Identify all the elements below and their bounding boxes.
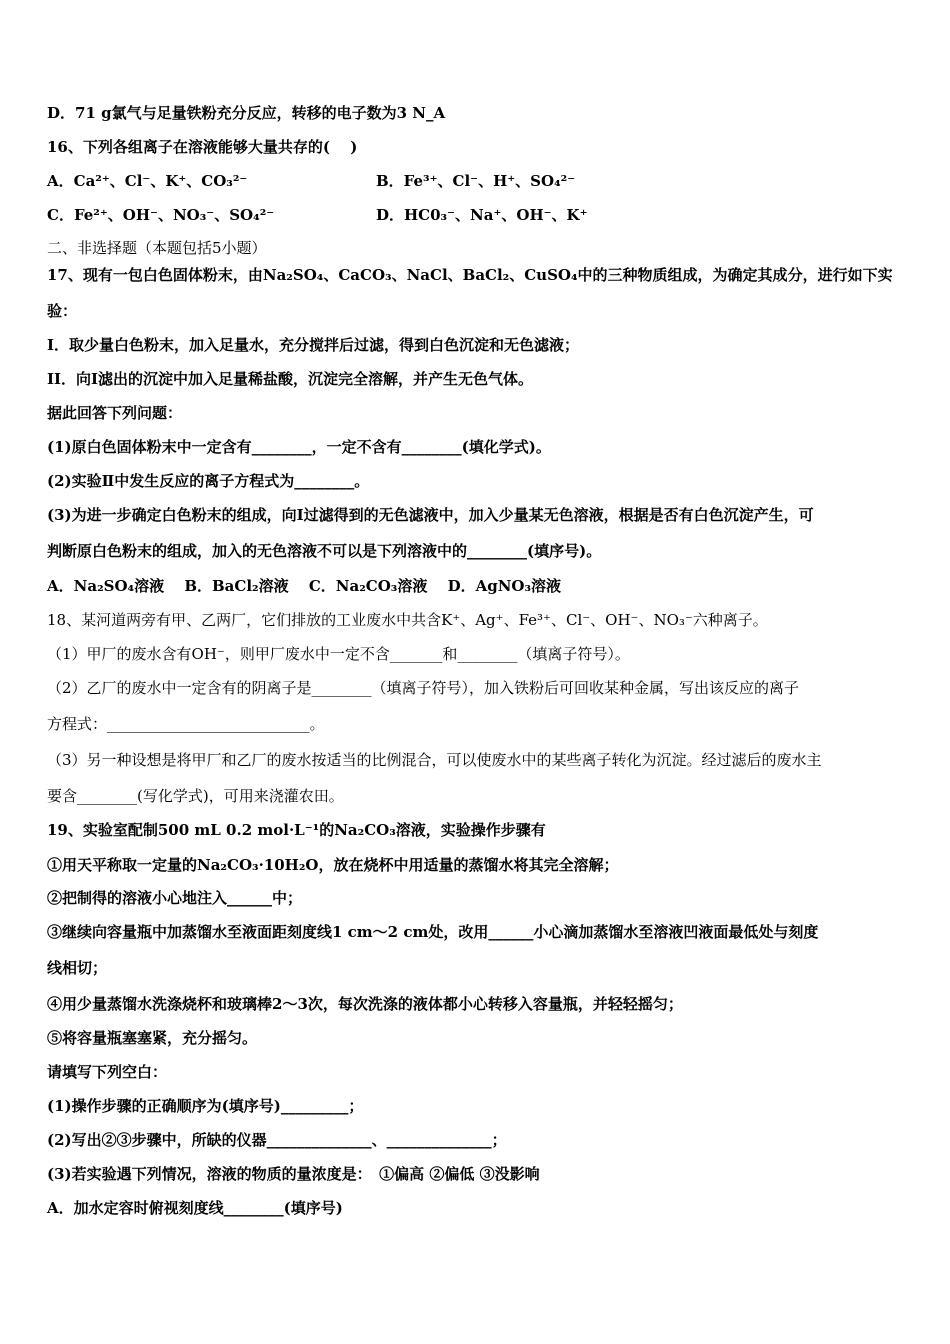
q17-part-2: (2)实验Ⅱ中发生反应的离子方程式为________。 (47, 472, 370, 490)
q18-part-3-line2: 要含________(写化学式)，可用来浇灌农田。 (47, 787, 344, 805)
q18-part-2-line1: （2）乙厂的废水中一定含有的阴离子是________（填离子符号），加入铁粉后可回收某种金属，写出该反应的离子 (47, 679, 800, 697)
q15-option-d: D．71 g氯气与足量铁粉充分反应，转移的电子数为3 N_A (47, 104, 446, 122)
q17-options: A．Na₂SO₄溶液 B．BaCl₂溶液 C．Na₂CO₃溶液 D．AgNO₃溶液 (47, 577, 562, 595)
q17-part-3-line1: (3)为进一步确定白色粉末的组成，向Ⅰ过滤得到的无色滤液中，加入少量某无色溶液，根据是否有白色沉淀产生，可 (47, 506, 814, 524)
q17-step-2: II．向Ⅰ滤出的沉淀中加入足量稀盐酸，沉淀完全溶解，并产生无色气体。 (47, 370, 534, 388)
q16-option-d: D．HC0₃⁻、Na⁺、OH⁻、K⁺ (376, 206, 588, 224)
q18-part-2-line2: 方程式：___________________________。 (47, 715, 325, 733)
q19-step-4: ④用少量蒸馏水洗涤烧杯和玻璃棒2～3次，每次洗涤的液体都小心转移入容量瓶，并轻轻摇匀； (47, 995, 683, 1013)
q17-stem-line1: 17、现有一包白色固体粉末，由Na₂SO₄、CaCO₃、NaCl、BaCl₂、CuSO₄中的三种物质组成，为确定其成分，进行如下实 (47, 266, 893, 284)
q19-part-2: (2)写出②③步骤中，所缺的仪器______________、______________； (47, 1131, 507, 1149)
q17-step-1: I．取少量白色粉末，加入足量水，充分搅拌后过滤，得到白色沉淀和无色滤液； (47, 336, 580, 354)
q17-part-1: (1)原白色固体粉末中一定含有________，一定不含有________(填化学式)。 (47, 438, 551, 456)
q19-step-2: ②把制得的溶液小心地注入______中； (47, 889, 303, 907)
q18-part-3-line1: （3）另一种设想是将甲厂和乙厂的废水按适当的比例混合，可以使废水中的某些离子转化为沉淀。经过滤后的废水主 (47, 751, 822, 769)
q16-option-a: A．Ca²⁺、Cl⁻、K⁺、CO₃²⁻ (47, 172, 248, 190)
q16-stem: 16、下列各组离子在溶液能够大量共存的( ) (47, 138, 358, 156)
q16-option-c: C．Fe²⁺、OH⁻、NO₃⁻、SO₄²⁻ (47, 206, 275, 224)
q19-step-3-line2: 线相切； (47, 959, 108, 977)
q19-step-3-line1: ③继续向容量瓶中加蒸馏水至液面距刻度线1 cm～2 cm处，改用______小心滴加蒸馏水至溶液凹液面最低处与刻度 (47, 923, 819, 941)
q18-part-1: （1）甲厂的废水含有OH⁻，则甲厂废水中一定不含_______和________（填离子符号）。 (47, 645, 630, 663)
q17-prompt: 据此回答下列问题： (47, 404, 183, 422)
q16-option-b: B．Fe³⁺、Cl⁻、H⁺、SO₄²⁻ (376, 172, 576, 190)
q18-stem: 18、某河道两旁有甲、乙两厂，它们排放的工业废水中共含K⁺、Ag⁺、Fe³⁺、Cl⁻、OH⁻、NO₃⁻六种离子。 (47, 611, 768, 629)
q19-part-3: (3)若实验遇下列情况，溶液的物质的量浓度是： ①偏高 ②偏低 ③没影响 (47, 1165, 540, 1183)
q19-part-1: (1)操作步骤的正确顺序为(填序号)_________； (47, 1097, 364, 1115)
q17-part-3-line2: 判断原白色粉末的组成，加入的无色溶液不可以是下列溶液中的________(填序号)。 (47, 542, 602, 560)
q17-stem-line2: 验： (47, 302, 78, 320)
q19-stem: 19、实验室配制500 mL 0.2 mol·L⁻¹的Na₂CO₃溶液，实验操作步骤有 (47, 821, 546, 839)
q19-step-5: ⑤将容量瓶塞塞紧，充分摇匀。 (47, 1029, 258, 1047)
q19-part-a: A．加水定容时俯视刻度线________(填序号) (47, 1199, 343, 1217)
q19-prompt: 请填写下列空白： (47, 1063, 168, 1081)
section-title: 二、非选择题（本题包括5小题） (47, 239, 267, 257)
q19-step-1: ①用天平称取一定量的Na₂CO₃·10H₂O，放在烧杯中用适量的蒸馏水将其完全溶解； (47, 856, 619, 874)
